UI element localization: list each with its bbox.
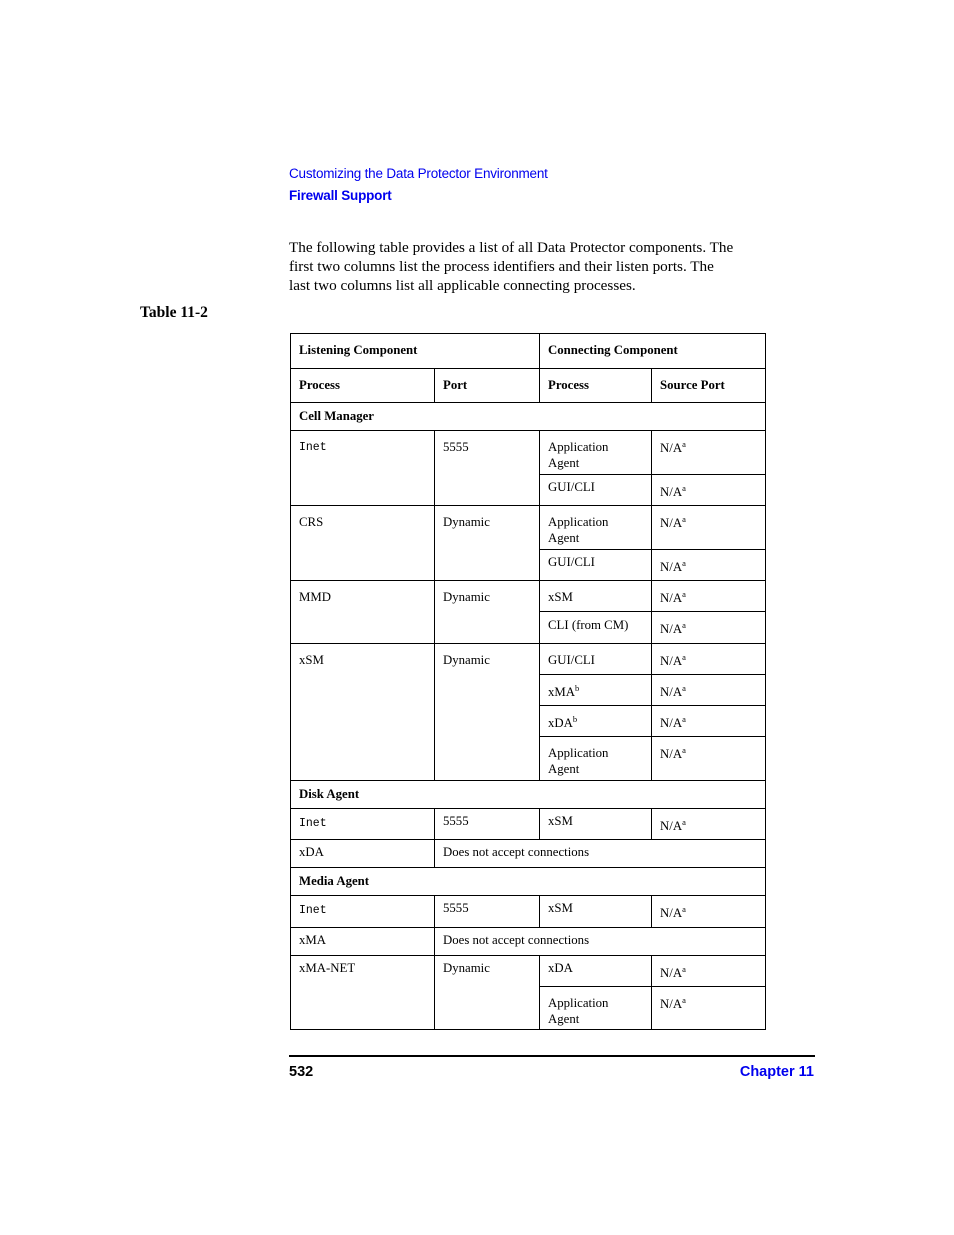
cell-text: Application (548, 746, 609, 760)
process-cell: xMA-NET (291, 956, 435, 1030)
connecting-process-cell: xSM (540, 809, 652, 840)
intro-line: last two columns list all applicable connecting processes. (289, 277, 636, 294)
connecting-process-cell (540, 706, 652, 737)
footnote-mark: a (682, 714, 686, 724)
connecting-process-cell: xSM (540, 896, 652, 928)
cell-text: N/A (660, 747, 683, 761)
table-row (291, 840, 766, 868)
port-cell: Dynamic (435, 581, 540, 644)
section-row (291, 868, 766, 896)
port-cell: 5555 (435, 896, 540, 928)
source-port-cell (652, 506, 766, 550)
source-port-cell (652, 809, 766, 840)
intro-line: first two columns list the process identifiers and their listen ports. The (289, 258, 714, 275)
cell-text: Agent (548, 455, 580, 470)
connecting-process-cell: GUI/CLI (540, 475, 652, 506)
table-column-header-row (291, 369, 766, 403)
components-table (290, 333, 766, 1030)
column-header-port: Port (435, 369, 540, 403)
footnote-mark: a (682, 817, 686, 827)
footnote-mark: b (572, 714, 578, 724)
cell-text: N/A (660, 966, 683, 980)
connecting-process-cell: xDA (540, 956, 652, 987)
cell-text: N/A (660, 997, 683, 1011)
process-cell: xSM (291, 644, 435, 781)
no-connections-cell: Does not accept connections (435, 840, 766, 868)
process-cell: Inet (291, 896, 435, 928)
table-row (291, 506, 766, 550)
connecting-process-cell: xSM (540, 581, 652, 612)
cell-text: xDA (548, 716, 573, 730)
section-title: Cell Manager (291, 403, 766, 431)
footnote-mark: a (682, 558, 686, 568)
running-header-chapter: Customizing the Data Protector Environment (289, 166, 548, 181)
running-header-section: Firewall Support (289, 188, 392, 203)
footnote-mark: a (682, 995, 686, 1005)
footnote-mark: a (682, 683, 686, 693)
cell-text: Agent (548, 1011, 580, 1026)
port-cell: Dynamic (435, 506, 540, 581)
source-port-cell (652, 550, 766, 581)
port-cell: 5555 (435, 431, 540, 506)
footer-rule (289, 1055, 815, 1057)
cell-text: Application (548, 996, 609, 1010)
connecting-process-cell: GUI/CLI (540, 550, 652, 581)
cell-text: N/A (660, 906, 683, 920)
source-port-cell (652, 987, 766, 1030)
source-port-cell (652, 896, 766, 928)
cell-text: Agent (548, 530, 580, 545)
footnote-mark: a (682, 745, 686, 755)
port-cell: Dynamic (435, 956, 540, 1030)
table-row (291, 928, 766, 956)
source-port-cell (652, 475, 766, 506)
section-title: Media Agent (291, 868, 766, 896)
source-port-cell (652, 431, 766, 475)
cell-text: xMA (548, 685, 576, 699)
footnote-mark: a (682, 652, 686, 662)
source-port-cell (652, 612, 766, 644)
table-row (291, 581, 766, 612)
cell-text: N/A (660, 591, 683, 605)
table-row (291, 809, 766, 840)
connecting-process-cell (540, 675, 652, 706)
cell-text: N/A (660, 685, 683, 699)
source-port-cell (652, 706, 766, 737)
footnote-mark: a (682, 620, 686, 630)
cell-text: N/A (660, 516, 683, 530)
connecting-process-cell: CLI (from CM) (540, 612, 652, 644)
process-cell: Inet (291, 809, 435, 840)
table-group-header-row (291, 334, 766, 369)
chapter-link[interactable]: Chapter 11 (739, 1064, 814, 1080)
cell-text: N/A (660, 819, 683, 833)
table-label: Table 11-2 (140, 304, 208, 321)
footnote-mark: a (682, 964, 686, 974)
no-connections-cell: Does not accept connections (435, 928, 766, 956)
source-port-cell (652, 675, 766, 706)
process-cell: xDA (291, 840, 435, 868)
group-header-connecting: Connecting Component (540, 334, 766, 369)
source-port-cell (652, 581, 766, 612)
column-header-process: Process (291, 369, 435, 403)
connecting-process-cell: GUI/CLI (540, 644, 652, 675)
footnote-mark: a (682, 483, 686, 493)
connecting-process-cell (540, 506, 652, 550)
section-row (291, 781, 766, 809)
process-cell: xMA (291, 928, 435, 956)
footnote-mark: b (575, 683, 580, 693)
process-cell: Inet (291, 431, 435, 506)
table-row (291, 956, 766, 987)
cell-text: N/A (660, 716, 683, 730)
footnote-mark: a (682, 904, 686, 914)
port-cell: Dynamic (435, 644, 540, 781)
connecting-process-cell (540, 737, 652, 781)
footnote-mark: a (682, 589, 686, 599)
cell-text: N/A (660, 441, 683, 455)
cell-text: N/A (660, 560, 683, 574)
footnote-mark: a (682, 439, 686, 449)
cell-text: N/A (660, 622, 683, 636)
cell-text: Agent (548, 761, 580, 776)
cell-text: N/A (660, 485, 683, 499)
section-title: Disk Agent (291, 781, 766, 809)
source-port-cell (652, 644, 766, 675)
table-row (291, 431, 766, 475)
table-row (291, 644, 766, 675)
cell-text: Application (548, 515, 609, 529)
footnote-mark: a (682, 514, 686, 524)
intro-paragraph (289, 238, 819, 295)
connecting-process-cell (540, 431, 652, 475)
source-port-cell (652, 956, 766, 987)
source-port-cell (652, 737, 766, 781)
column-header-process: Process (540, 369, 652, 403)
page-number: 532 (289, 1064, 314, 1080)
process-cell: MMD (291, 581, 435, 644)
group-header-listening: Listening Component (291, 334, 540, 369)
port-cell: 5555 (435, 809, 540, 840)
intro-line: The following table provides a list of all Data Protector components. The (289, 239, 734, 256)
column-header-source-port: Source Port (652, 369, 766, 403)
connecting-process-cell (540, 987, 652, 1030)
table-row (291, 896, 766, 928)
section-row (291, 403, 766, 431)
process-cell: CRS (291, 506, 435, 581)
cell-text: N/A (660, 654, 683, 668)
cell-text: Application (548, 440, 609, 454)
